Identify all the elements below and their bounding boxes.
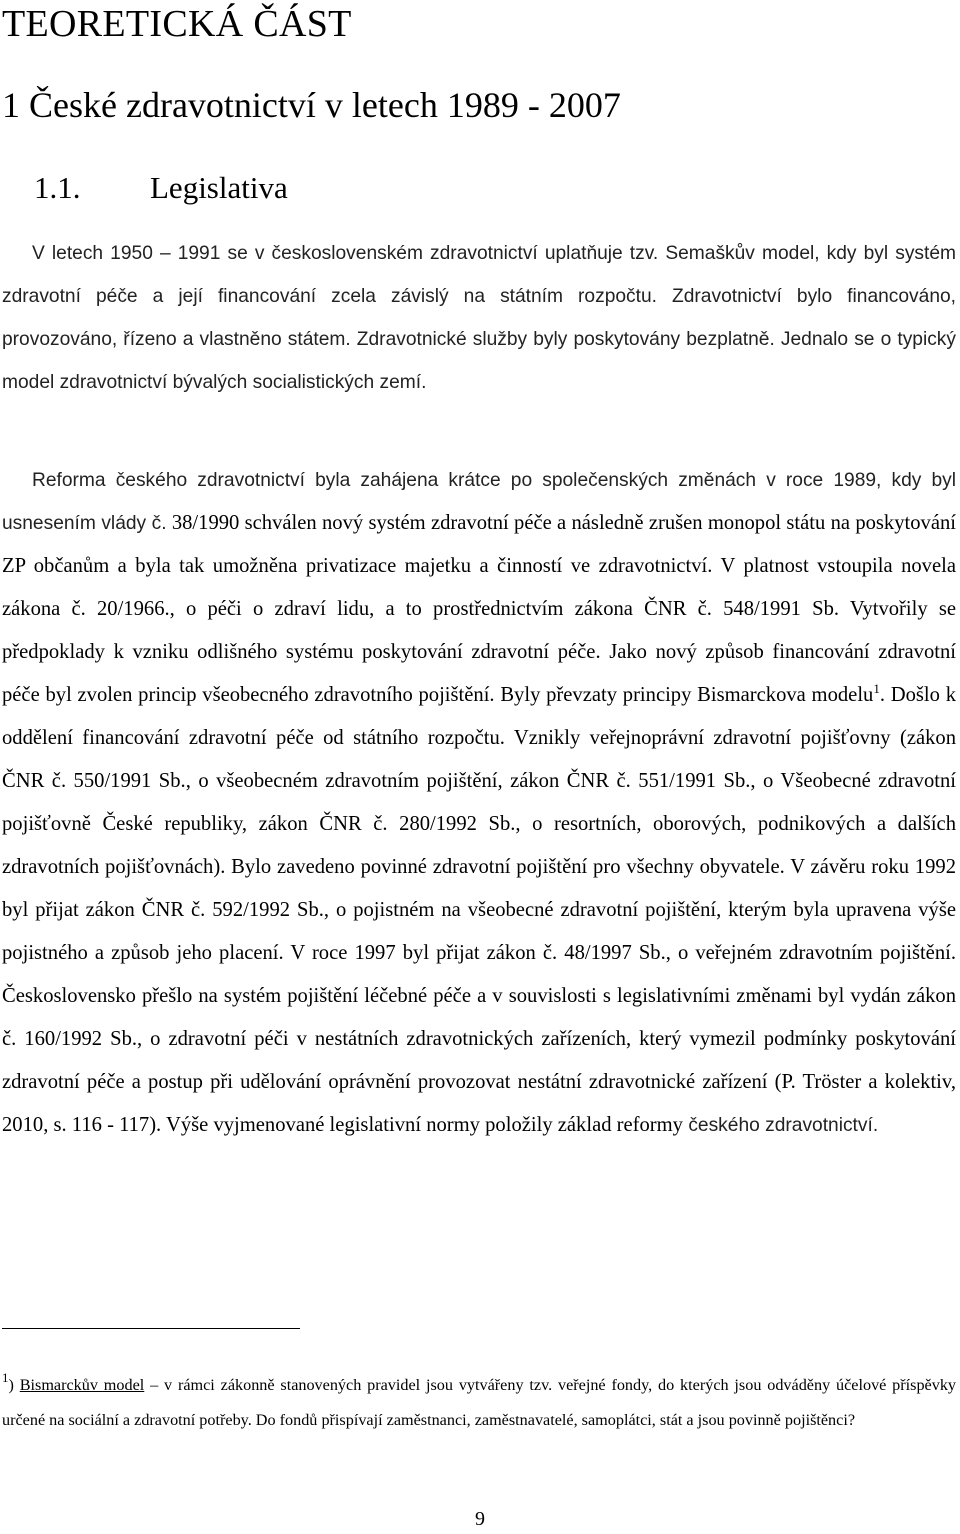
footnote-paren: ): [8, 1376, 14, 1394]
paragraph-reform-intro: Reforma českého zdravotnictví byla zahájena krátce po společenských změnách v roce 1989, kdy byl usnesením vlády č.: [2, 470, 956, 534]
paragraph-reform-body: 38/1990 schválen nový systém zdravotní péče a následně zrušen monopol státu na poskytování ZP občanům a byla tak umožněna privatizace majetku a činností ve zdravotnictví. V platnost vstoupila novela zákona č. 20/1966., o péči o zdraví lidu, a to prostřednictvím zákona ČNR č. 548/1991 Sb. Vytvořily se předpoklady k vzniku odlišného systému poskytování zdravotní péče. Jako nový způsob financování zdravotní péče byl zvolen princip všeobecného zdravotního pojištění. Byly převzaty principy Bismarckova modelu: [2, 512, 956, 706]
paragraph-reform-closing: českého zdravotnictví.: [682, 1115, 879, 1136]
footnote-term: Bismarckův model: [19, 1376, 145, 1394]
paragraph-semashko-model: V letech 1950 – 1991 se v československém zdravotnictví uplatňuje tzv. Semaškův model, kdy byl systém zdravotní péče a její financování zcela závislý na státním rozpočtu. Zdravotnictví bylo financováno, provozováno, řízeno a vlastněno státem. Zdravotnické služby byly poskytovány bezplatně. Jednalo se o typický model zdravotnictví bývalých socialistických zemí.: [2, 243, 956, 393]
footnote-reference[interactable]: 1: [873, 681, 880, 696]
footnote: [2, 1368, 956, 1437]
footnote-marker: 1: [2, 1370, 9, 1385]
paragraph-reform: [2, 459, 956, 1147]
chapter-title: 1 České zdravotnictví v letech 1989 - 2007: [2, 85, 621, 125]
section-number: 1.1.: [34, 170, 81, 205]
footnote-text: – v rámci zákonně stanovených pravidel jsou vytvářeny tzv. veřejné fondy, do kterých jsou odváděny účelové příspěvky určené na sociální a zdravotní potřeby. Do fondů přispívají zaměstnanci, zaměstnavatelé, samoplátci, stát a jsou povinně pojištěnci?: [2, 1376, 957, 1429]
page-number: 9: [475, 1508, 485, 1530]
paragraph-reform-continuation: . Došlo k oddělení financování zdravotní péče od státního rozpočtu. Vznikly veřejnoprávní zdravotní pojišťovny (zákon ČNR č. 550/1991 Sb., o všeobecném zdravotním pojištění, zákon ČNR č. 551/1991 Sb., o Všeobecné zdravotní pojišťovně České republiky, zákon ČNR č. 280/1992 Sb., o resortních, oborových, podnikových a dalších zdravotních pojišťovnách). Bylo zavedeno povinné zdravotní pojištění pro všechny obyvatele. V závěru roku 1992 byl přijat zákon ČNR č. 592/1992 Sb., o pojistném na všeobecné zdravotní pojištění, kterým byla upravena výše pojistného a způsob jeho placení. V roce 1997 byl přijat zákon č. 48/1997 Sb., o veřejném zdravotním pojištění. Československo přešlo na systém pojištění léčebné péče a v souvislosti s legislativními změnami byl vydán zákon č. 160/1992 Sb., o zdravotní péči v nestátních zdravotnických zařízeních, který vymezil podmínky poskytování zdravotní péče a postup při udělování oprávnění provozovat nestátní zdravotnické zařízení (P. Tröster a kolektiv, 2010, s. 116 - 117). Výše vyjmenované legislativní normy položily základ reformy: [2, 684, 956, 1136]
footnote-separator: [2, 1328, 300, 1329]
section-heading: [34, 170, 288, 206]
part-title: TEORETICKÁ ČÁST: [2, 3, 352, 45]
section-title: Legislativa: [150, 170, 288, 205]
